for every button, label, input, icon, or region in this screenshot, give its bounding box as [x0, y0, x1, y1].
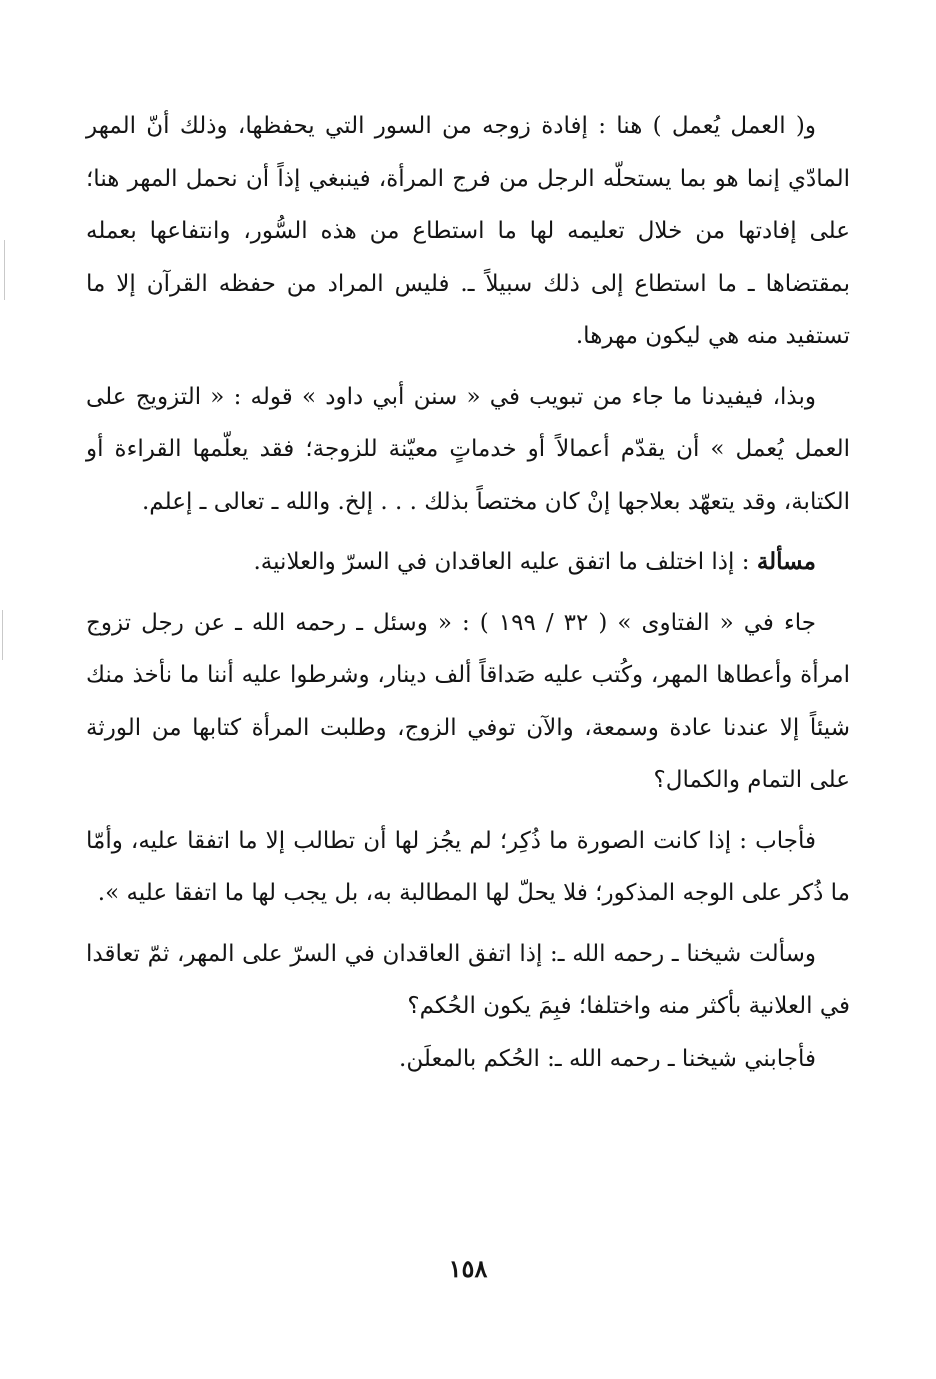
paragraph-2: وبذا، فيفيدنا ما جاء من تبويب في « سنن أبي داود » قوله : « التزويج على العمل يُعمل » أن يقدّم أعمالاً أو خدماتٍ معيّنة للزوجة؛ فقد يعلّمها القراءة أو الكتابة، وقد يتعهّد بعلاجها إنْ كان مختصاً بذلك . . . إلخ. والله ـ تعالى ـ إعلم.	[86, 383, 850, 515]
page-body	[86, 100, 850, 1085]
page-number: ١٥٨	[448, 1254, 488, 1283]
paragraph-sheikh-question: وسألت شيخنا ـ رحمه الله ـ: إذا اتفق العاقدان في السرّ على المهر، ثمّ تعاقدا في العلانية بأكثر منه واختلفا؛ فبِمَ يكون الحُكم؟	[86, 940, 850, 1019]
paragraph-1: و( العمل يُعمل ) هنا : إفادة زوجه من السور التي يحفظها، وذلك أنّ المهر المادّي إنما هو بما يستحلّه الرجل من فرج المرأة، فينبغي إذاً أن نحمل المهر هنا؛ على إفادتها من خلال تعليمه لها ما استطاع من هذه السُّور، وانتفاعها بعمله بمقتضاها ـ ما استطاع إلى ذلك سبيلاً ـ. فليس المراد من حفظه القرآن إلا ما تستفيد منه هي ليكون مهرها.	[86, 113, 850, 349]
paragraph-fatawa-quote: جاء في « الفتاوى » ( ٣٢ / ١٩٩ ) : « وسئل ـ رحمه الله ـ عن رجل تزوج امرأة وأعطاها المهر، وكُتب عليه صَداقاً ألف دينار، وشرطوا عليه أننا ما نأخذ منك شيئاً إلا عندنا عادة وسمعة، والآن توفي الزوج، وطلبت المرأة كتابها من الورثة على التمام والكمال؟	[86, 609, 850, 793]
paragraph-answer: فأجاب : إذا كانت الصورة ما ذُكِر؛ لم يجُز لها أن تطالب إلا ما اتفقا عليه، وأمّا ما ذُكر على الوجه المذكور؛ فلا يحلّ لها المطالبة به، بل يجب لها ما اتفقا عليه ».	[86, 827, 850, 906]
paragraph-question	[86, 536, 850, 589]
left-edge-mark	[2, 610, 3, 660]
question-text: : إذا اختلف ما اتفق عليه العاقدان في السرّ والعلانية.	[253, 549, 750, 575]
left-edge-mark	[4, 240, 5, 300]
question-label: مسألة	[756, 548, 816, 575]
paragraph-sheikh-answer: فأجابني شيخنا ـ رحمه الله ـ: الحُكم بالمعلَن.	[399, 1045, 816, 1072]
